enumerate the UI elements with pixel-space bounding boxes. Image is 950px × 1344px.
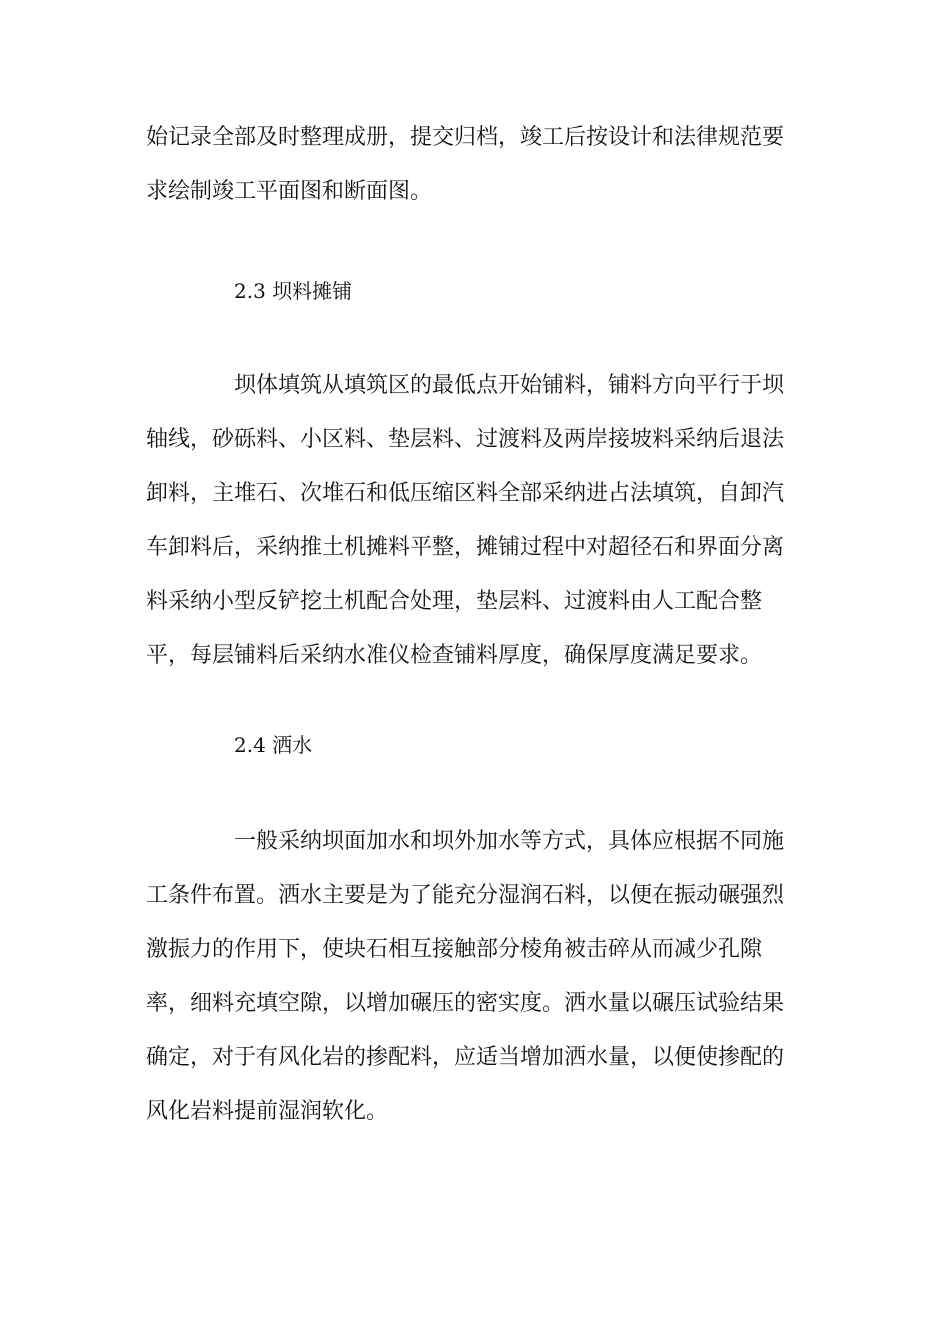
- paragraph-line: 坝体填筑从填筑区的最低点开始铺料，铺料方向平行于坝: [234, 373, 785, 398]
- paragraph-line: 工条件布置。洒水主要是为了能充分湿润石料，以便在振动碾强烈: [146, 883, 785, 908]
- paragraph-line: 率，细料充填空隙，以增加碾压的密实度。洒水量以碾压试验结果: [146, 991, 785, 1016]
- paragraph-line: 始记录全部及时整理成册，提交归档，竣工后按设计和法律规范要: [146, 125, 785, 150]
- paragraph-line: 车卸料后，采纳推土机摊料平整，摊铺过程中对超径石和界面分离: [146, 535, 785, 560]
- section-heading-2-4: 2.4 洒水: [234, 733, 313, 757]
- paragraph-line: 激振力的作用下，使块石相互接触部分棱角被击碎从而减少孔隙: [146, 937, 763, 962]
- paragraph-line: 轴线，砂砾料、小区料、垫层料、过渡料及两岸接坡料采纳后退法: [146, 427, 785, 452]
- paragraph-line: 平，每层铺料后采纳水准仪检查铺料厚度，确保厚度满足要求。: [146, 643, 763, 668]
- paragraph-watering: [146, 815, 806, 1139]
- paragraph-line: 风化岩料提前湿润软化。: [146, 1099, 389, 1124]
- section-heading-2-3: 2.3 坝料摊铺: [234, 279, 353, 303]
- paragraph-spreading: [146, 359, 806, 683]
- paragraph-line: 一般采纳坝面加水和坝外加水等方式，具体应根据不同施: [234, 829, 785, 854]
- paragraph-line: 确定，对于有风化岩的掺配料，应适当增加洒水量，以便使掺配的: [146, 1045, 785, 1070]
- paragraph-line: 卸料，主堆石、次堆石和低压缩区料全部采纳进占法填筑，自卸汽: [146, 481, 785, 506]
- paragraph-line: 求绘制竣工平面图和断面图。: [146, 179, 433, 204]
- paragraph-line: 料采纳小型反铲挖土机配合处理，垫层料、过渡料由人工配合整: [146, 589, 763, 614]
- paragraph-archive: [146, 111, 806, 219]
